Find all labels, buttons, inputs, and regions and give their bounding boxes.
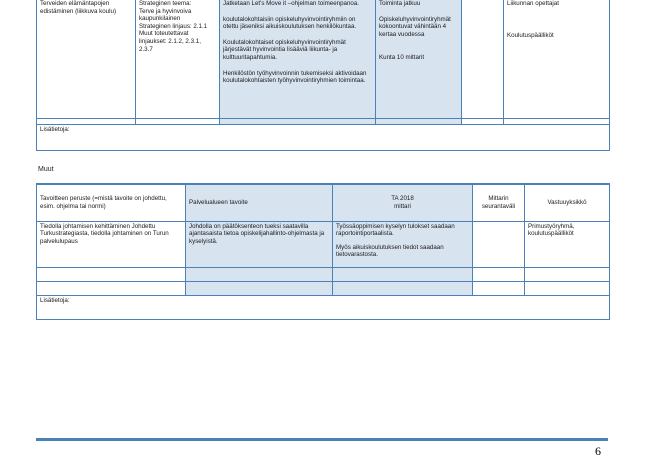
service-goal-text-2: koulutalokohtaisiin opiskeluhyvinvointiryhmiin on otettu jäseniksi aikuiskoulutuksen henkilökuntaa. — [223, 15, 357, 31]
info-cell — [37, 124, 610, 150]
strategy-policy: Strateginen linjaus: 2.1.1 — [139, 22, 208, 30]
table-row — [37, 281, 610, 295]
metric-cell — [376, 0, 462, 118]
interval-cell — [473, 221, 525, 267]
strategy-theme-value: Terve ja hyvinvoiva kaupunkilainen — [139, 7, 192, 23]
section-heading: Muut — [38, 166, 54, 173]
table-row — [37, 0, 610, 118]
responsible-text-1: Liikunnan opettajat — [507, 0, 559, 7]
info-label: Lisätietoja: — [40, 125, 70, 133]
info-label: Lisätietoja: — [40, 296, 70, 304]
service-goal-text-3: Koulutalokohtaiset opiskeluhyvinvointiryhmät järjestävät hyvinvointia lisääviä liikunta- ja kulttuuritapahtumia. — [223, 38, 346, 61]
responsible-cell: Primustyöryhmä, koulutuspäälliköt — [525, 221, 610, 267]
service-goal-text-4: Henkilöstön työhyvinvoinnin tukemiseksi aktivoidaan koulutalokohtaisten työhyvinvointiryhmien toimintaa. — [223, 69, 367, 85]
strategy-cell — [136, 0, 220, 118]
other-goals-table — [36, 183, 610, 320]
service-goal-cell: Johdolla on päätöksenteon tueksi saatavilla ajantasaista tietoa opiskelijahallinto-ohjelmasta ja kyselyistä. — [186, 221, 333, 267]
header-metric: TA 2018 mittari — [333, 184, 473, 221]
header-interval: Mittarin seurantaväli — [473, 184, 525, 221]
top-goals-table — [36, 0, 610, 151]
goal-area-text: Terveiden elämäntapojen edistäminen (liikkuva koulu) — [40, 0, 117, 15]
responsible-cell — [504, 0, 610, 118]
strategy-other-policies: Muut toteutettavat linjaukset: 2.1.2, 2.3.1, 2.3.7 — [139, 30, 201, 53]
responsible-text-2: Koulutuspäälliköt — [507, 31, 554, 39]
info-row — [37, 295, 610, 319]
service-goal-text-1: Jatketaan Let's Move it –ohjelman toimeenpanoa. — [223, 0, 360, 7]
metric-cell: Työssäoppimisen kyselyn tulokset saadaan raportointiportaalista. Myös aikuiskoulutuksen tiedot saadaan tietovarastosta. — [333, 221, 473, 267]
service-goal-cell — [220, 0, 376, 118]
table-row — [37, 267, 610, 281]
table-row — [37, 221, 610, 267]
metric-text-3: Kunta 10 mittarit — [379, 54, 425, 62]
strategy-theme-label: Strateginen teema: — [139, 0, 192, 7]
header-responsible: Vastuuyksikkö — [525, 184, 610, 221]
info-cell — [37, 295, 610, 319]
basis-cell: Tiedolla johtamisen kehittäminen Johdettu Turkustrategiasta, tiedolla johtaminen on Turun palvelulupaus — [37, 221, 186, 267]
header-service-goal: Palvelualueen tavoite — [186, 184, 333, 221]
metric-text-2: Opiskeluhyvinvointiryhmät kokoontuvat vähintään 4 kertaa vuodessa — [379, 15, 451, 38]
footer-divider — [36, 438, 608, 441]
header-row — [37, 184, 610, 221]
page-number: 6 — [595, 444, 601, 458]
goal-area-cell — [37, 0, 136, 118]
interval-cell — [462, 0, 504, 118]
metric-text-1: Toiminta jatkuu — [379, 0, 421, 7]
info-row — [37, 124, 610, 150]
header-basis: Tavoitteen peruste (=mistä tavoite on johdettu, esim. ohjelma tai normi) — [37, 184, 186, 221]
